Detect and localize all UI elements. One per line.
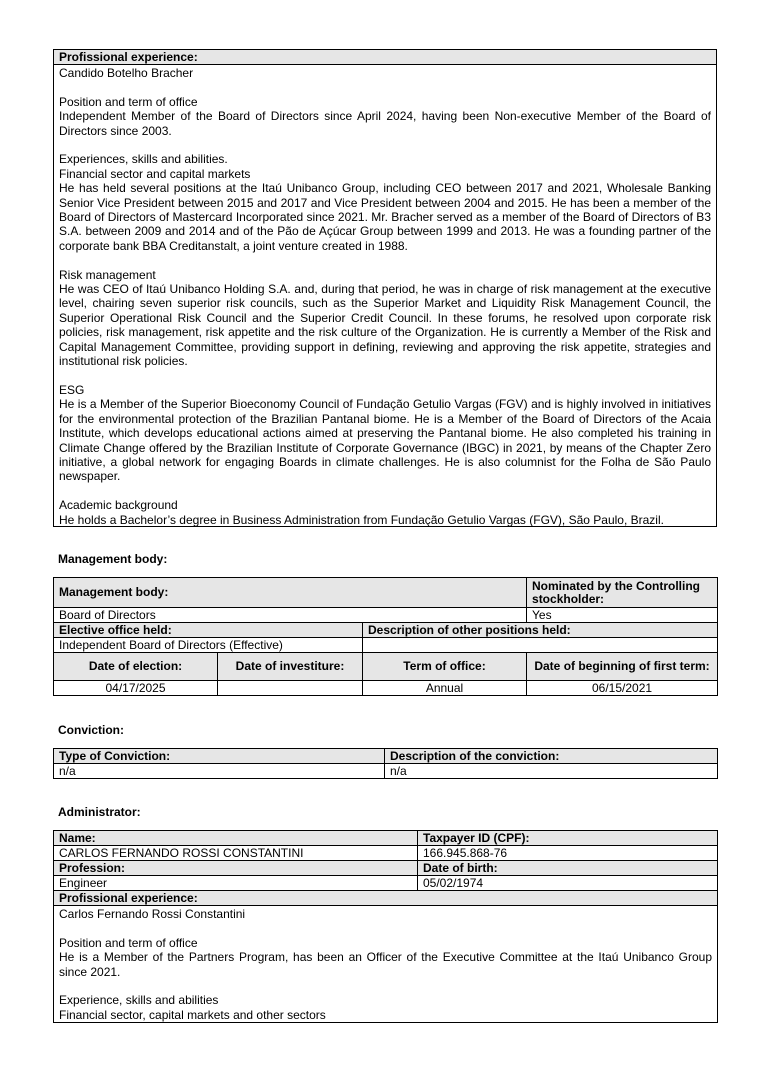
prev-esg-title: ESG: [59, 382, 85, 397]
prev-position-text: Independent Member of the Board of Directors since April 2024, having been Non-executive Member of the Board of Directors since 2003.: [59, 109, 711, 138]
prev-academic-text: He holds a Bachelor’s degree in Business Administration from Fundação Getulio Vargas (FGV), São Paulo, Brazil.: [59, 512, 664, 527]
conviction-type-value: n/a: [54, 764, 385, 779]
admin-taxpayer-value: 166.945.868-76: [418, 846, 718, 861]
election-date-value: 04/17/2025: [54, 681, 218, 696]
prev-position-title: Position and term of office: [59, 94, 198, 109]
nominated-value: Yes: [527, 608, 718, 623]
admin-birth-header: Date of birth:: [418, 861, 718, 876]
conviction-type-header: Type of Conviction:: [54, 749, 385, 764]
conviction-table: [53, 748, 717, 779]
investiture-date-header: Date of investiture:: [218, 653, 363, 681]
admin-skills-title: Experience, skills and abilities: [59, 993, 219, 1008]
admin-profession-value: Engineer: [54, 876, 418, 891]
management-body-value: Board of Directors: [54, 608, 527, 623]
conviction-description-value: n/a: [385, 764, 718, 779]
prev-skills-title: Experiences, skills and abilities.: [59, 152, 228, 167]
admin-exp-name: Carlos Fernando Rossi Constantini: [59, 907, 246, 921]
elective-office-value: Independent Board of Directors (Effective): [54, 638, 363, 653]
investiture-date-value: [218, 681, 363, 696]
management-section-title: Management body:: [58, 552, 168, 566]
prev-experience-header: Profissional experience:: [54, 50, 716, 65]
admin-birth-value: 05/02/1974: [418, 876, 718, 891]
term-header: Term of office:: [363, 653, 527, 681]
admin-position-title: Position and term of office: [59, 935, 198, 950]
admin-experience-header: Profissional experience:: [54, 891, 718, 906]
prev-academic-title: Academic background: [59, 498, 178, 513]
election-date-header: Date of election:: [54, 653, 218, 681]
conviction-description-header: Description of the conviction:: [385, 749, 718, 764]
administrator-section-title: Administrator:: [58, 805, 141, 819]
prev-risk-title: Risk management: [59, 267, 156, 282]
nominated-header: Nominated by the Controlling stockholder:: [527, 578, 718, 608]
management-body-header: Management body:: [54, 578, 527, 608]
admin-position-text: He is a Member of the Partners Program, has been an Officer of the Executive Committee at the Itaú Unibanco Group since 2021.: [59, 950, 712, 979]
other-positions-header: Description of other positions held:: [363, 623, 718, 638]
admin-financial-title: Financial sector, capital markets and other sectors: [59, 1007, 326, 1022]
admin-name-header: Name:: [54, 831, 418, 846]
prev-risk-text: He was CEO of Itaú Unibanco Holding S.A. and, during that period, he was in charge of risk management at the executive level, chairing seven superior risk councils, such as the Superior Market and Liquidity Risk Management Council, the Superior Operational Risk Council and the Superior Credit Council. In these forums, he resolved upon corporate risk policies, risk management, risk appetite and the risk culture of the Organization. He is currently a Member of the Risk and Capital Management Committee, providing support in defining, reviewing and approving the risk appetite, strategies and institutional risk policies.: [59, 282, 711, 369]
prev-experience-box: [53, 49, 717, 527]
first-term-value: 06/15/2021: [527, 681, 718, 696]
elective-office-header: Elective office held:: [54, 623, 363, 638]
admin-profession-header: Profession:: [54, 861, 418, 876]
management-table: [53, 577, 717, 696]
prev-financial-title: Financial sector and capital markets: [59, 166, 251, 181]
admin-name-value: CARLOS FERNANDO ROSSI CONSTANTINI: [54, 846, 418, 861]
prev-experience-name: Candido Botelho Bracher: [59, 66, 194, 80]
other-positions-value: [363, 638, 718, 653]
admin-experience-body: [54, 906, 718, 1023]
administrator-table: [53, 830, 717, 1023]
conviction-section-title: Conviction:: [58, 723, 124, 737]
prev-esg-text: He is a Member of the Superior Bioeconomy Council of Fundação Getulio Vargas (FGV) and is highly involved in initiatives for the environmental protection of the Brazilian Pantanal biome. He is a Member of the Board of Directors of the Acaia Institute, which develops educational actions aimed at preserving the Pantanal biome. He also completed his training in Climate Change offered by the Brazilian Institute of Corporate Governance (IBGC) in 2021, by means of the Chapter Zero initiative, a global network for engaging Boards in climate challenges. He is also columnist for the Folha de São Paulo newspaper.: [59, 397, 711, 484]
prev-experience-body: [54, 65, 716, 527]
term-value: Annual: [363, 681, 527, 696]
prev-financial-text: He has held several positions at the Itaú Unibanco Group, including CEO between 2017 and 2021, Wholesale Banking Senior Vice President between 2015 and 2017 and Vice President between 2004 and 2015. He has been a member of the Board of Directors of Mastercard Incorporated since 2021. Mr. Bracher served as a member of the Board of Directors of B3 S.A. between 2009 and 2014 and of the Pão de Açúcar Group between 1999 and 2013. He was a founding partner of the corporate bank BBA Creditanstalt, a joint venture created in 1988.: [59, 181, 711, 253]
admin-taxpayer-header: Taxpayer ID (CPF):: [418, 831, 718, 846]
first-term-header: Date of beginning of first term:: [527, 653, 718, 681]
